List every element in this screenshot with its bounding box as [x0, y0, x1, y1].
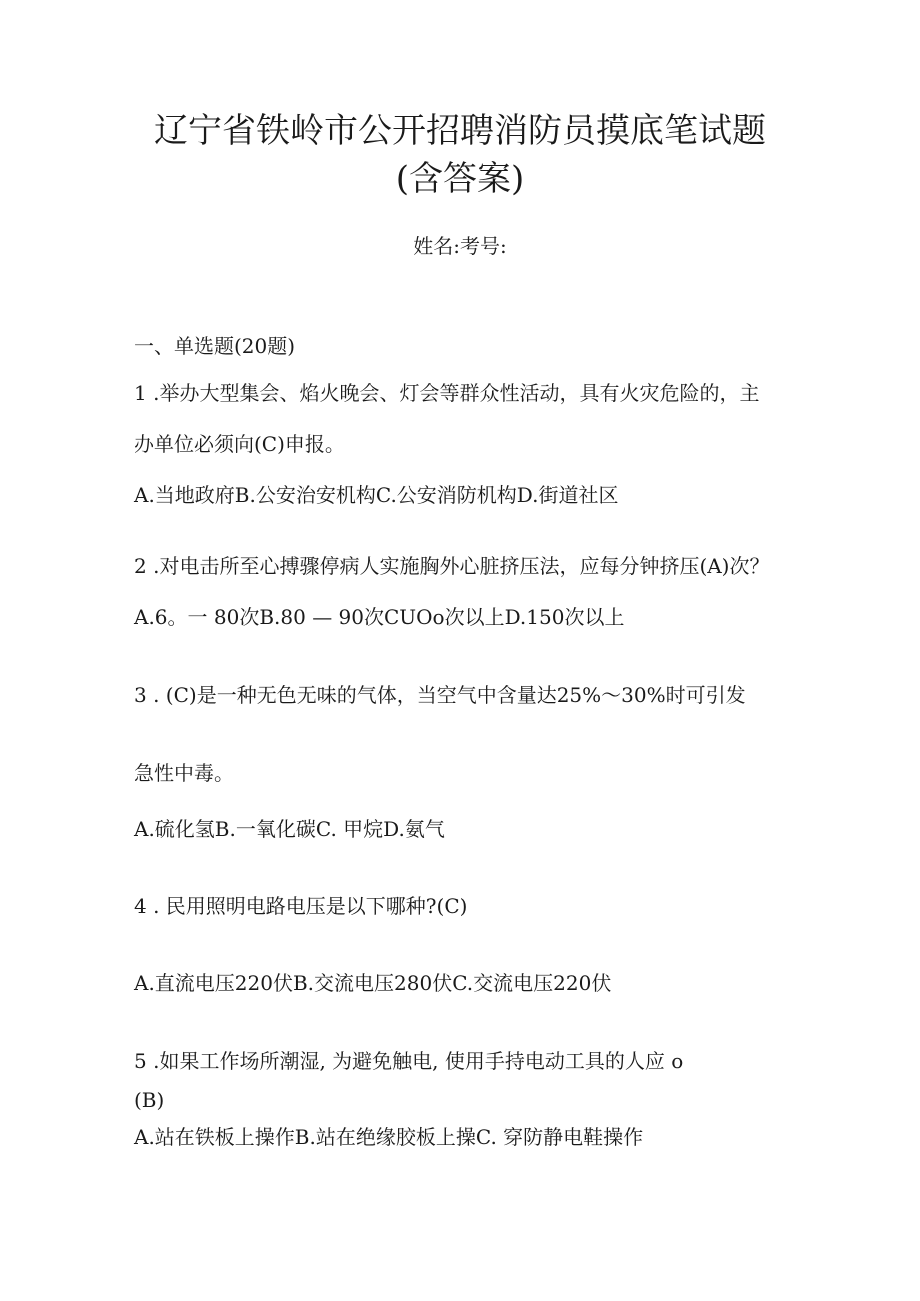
question-5-options: A.站在铁板上操作B.站在绝缘胶板上操C. 穿防静电鞋操作 — [134, 1125, 644, 1149]
section-heading: 一、单选题(20题) — [134, 334, 296, 358]
question-2-options: A.6。一 80次B.80 — 90次CUOo次以上D.150次以上 — [134, 605, 625, 629]
question-1-options: A.当地政府B.公安治安机构C.公安消防机构D.街道社区 — [134, 483, 619, 507]
question-5-line-2: (B) — [134, 1088, 165, 1112]
question-3-options: A.硫化氢B.一氧化碳C. 甲烷D.氨气 — [134, 817, 445, 841]
question-4-options: A.直流电压220伏B.交流电压280伏C.交流电压220伏 — [134, 971, 612, 995]
question-5-line-1: 5 .如果工作场所潮湿, 为避免触电, 使用手持电动工具的人应 o — [134, 1049, 684, 1073]
question-3-line-1: 3 . (C)是一种无色无味的气体，当空气中含量达25%～30%时可引发 — [134, 683, 746, 707]
document-title-line2: (含答案) — [395, 159, 525, 199]
document-title-line1: 辽宁省铁岭市公开招聘消防员摸底笔试题 — [154, 111, 766, 151]
question-3-line-2: 急性中毒。 — [134, 761, 234, 785]
question-2-line-1: 2 .对电击所至心搏骤停病人实施胸外心脏挤压法，应每分钟挤压(A)次？ — [134, 554, 770, 578]
question-4-line-1: 4 . 民用照明电路电压是以下哪种?(C) — [134, 894, 468, 918]
question-1-line-2: 办单位必须向(C)申报。 — [134, 432, 345, 456]
name-examno-line: 姓名:考号: — [413, 234, 507, 258]
question-1-line-1: 1 .举办大型集会、焰火晚会、灯会等群众性活动，具有火灾危险的，主 — [134, 381, 760, 405]
